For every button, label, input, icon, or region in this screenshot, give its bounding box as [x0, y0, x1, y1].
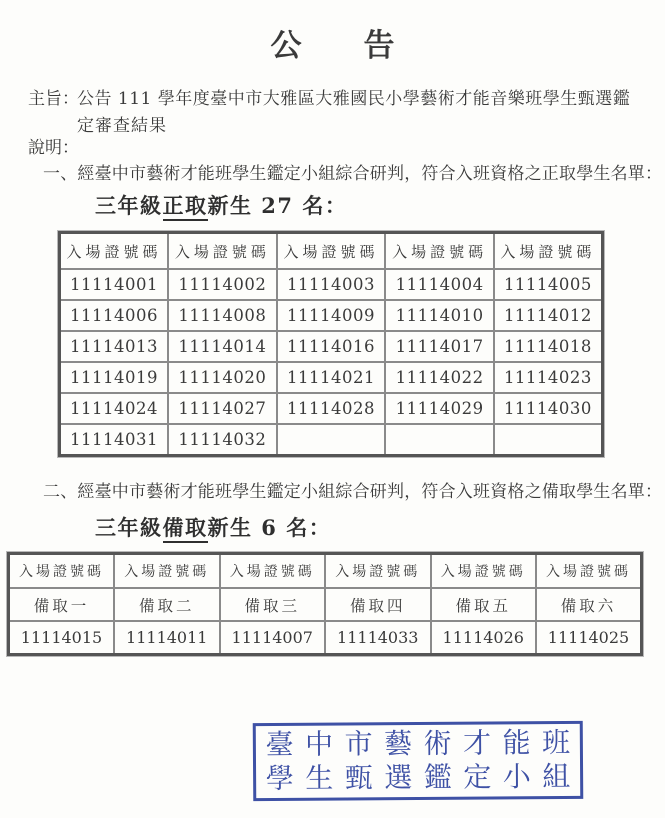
explanation-label: 說明：: [28, 138, 79, 158]
stamp-character: 生: [305, 761, 334, 795]
table-cell: 11114018: [494, 331, 603, 362]
stamp-character: 才: [462, 726, 492, 760]
table-cell: 11114010: [385, 300, 494, 331]
stamp-character: 小: [502, 760, 531, 794]
page-title: 公 告: [270, 28, 395, 64]
table-cell: 備取三: [220, 588, 326, 621]
stamp-character: 臺: [265, 727, 294, 762]
table-cell: 11114001: [60, 269, 169, 300]
table-header-cell: 入場證號碼: [431, 554, 537, 589]
section2-heading-prefix: 三年級: [95, 515, 163, 540]
table-header-cell: 入場證號碼: [385, 233, 494, 270]
stamp-character: 學: [265, 761, 294, 796]
stamp-character: 班: [541, 725, 571, 760]
table-cell: 11114012: [494, 300, 603, 331]
section1-heading: [95, 190, 347, 220]
stamp-character: 能: [502, 726, 531, 760]
table-cell: 11114030: [494, 393, 603, 424]
stamp-character: 術: [423, 726, 452, 760]
table-cell: 備取五: [431, 588, 537, 621]
stamp-line-2: [256, 760, 580, 796]
table-cell: 11114003: [277, 269, 386, 300]
subject-text-line-1: 公告 111 學年度臺中市大雅區大雅國民小學藝術才能音樂班學生甄選鑑: [77, 89, 631, 109]
table-cell: 11114005: [494, 269, 603, 300]
table-cell: 11114024: [60, 393, 169, 424]
table-cell: 11114023: [494, 362, 603, 393]
stamp-line-1: [256, 726, 580, 762]
table-cell: 11114032: [168, 424, 277, 456]
section2-heading-suffix: 新生 6 名：: [207, 515, 332, 540]
section2-heading: [95, 512, 331, 542]
table-row: [60, 269, 603, 300]
table-cell: 11114015: [9, 621, 115, 655]
table-cell: 11114002: [168, 269, 277, 300]
table-cell: 11114004: [385, 269, 494, 300]
table-header-cell: 入場證號碼: [220, 554, 326, 589]
table-header-cell: 入場證號碼: [325, 554, 431, 589]
table-cell: 11114026: [431, 621, 537, 655]
table-header-cell: 入場證號碼: [277, 233, 386, 270]
table-header-row: [9, 554, 642, 589]
subject-label: 主旨：: [28, 89, 79, 109]
table-row: [60, 393, 603, 424]
section1-heading-suffix: 新生 27 名：: [207, 193, 348, 218]
table-cell: 11114021: [277, 362, 386, 393]
table-row: [60, 300, 603, 331]
section1-heading-underlined: 正取: [163, 193, 208, 221]
table-header-cell: 入場證號碼: [536, 554, 642, 589]
table-cell: 11114027: [168, 393, 277, 424]
stamp-character: 藝: [383, 727, 413, 761]
table-row: [9, 588, 642, 621]
table-cell: 11114029: [385, 393, 494, 424]
table-cell: 11114022: [385, 362, 494, 393]
table-header-cell: 入場證號碼: [494, 233, 603, 270]
official-stamp: [253, 721, 584, 801]
stamp-character: 定: [463, 760, 492, 794]
table-header-cell: 入場證號碼: [168, 233, 277, 270]
table-row: [9, 621, 642, 655]
section2-heading-underlined: 備取: [163, 515, 208, 543]
table-row: [60, 424, 603, 456]
table-cell: 11114007: [220, 621, 326, 655]
table-row: [60, 331, 603, 362]
table-cell: 11114011: [114, 621, 220, 655]
section2-item-text: 二、經臺中市藝術才能班學生鑑定小組綜合研判，符合入班資格之備取學生名單：: [43, 482, 663, 502]
table-header-row: [60, 233, 603, 270]
table-cell: 11114014: [168, 331, 277, 362]
table-cell: 11114006: [60, 300, 169, 331]
table-cell: 11114025: [536, 621, 642, 655]
table-row: [60, 362, 603, 393]
section1-item-text: 一、經臺中市藝術才能班學生鑑定小組綜合研判，符合入班資格之正取學生名單：: [43, 164, 663, 184]
table-header-cell: 入場證號碼: [60, 233, 169, 270]
table-cell: 11114020: [168, 362, 277, 393]
stamp-character: 鑑: [423, 760, 452, 794]
table-cell: 備取六: [536, 588, 642, 621]
table-header-cell: 入場證號碼: [114, 554, 220, 589]
stamp-character: 甄: [344, 761, 373, 795]
table-cell: 11114031: [60, 424, 169, 456]
section1-heading-prefix: 三年級: [95, 193, 163, 218]
table-cell: [277, 424, 386, 456]
waitlist-students-table: [7, 552, 643, 656]
stamp-character: 中: [304, 727, 334, 761]
table-cell: 11114033: [325, 621, 431, 655]
table-cell: 備取二: [114, 588, 220, 621]
table-cell: 備取四: [325, 588, 431, 621]
table-cell: 備取一: [9, 588, 115, 621]
table-cell: 11114017: [385, 331, 494, 362]
table-cell: 11114016: [277, 331, 386, 362]
subject-text-line-2: 定審查結果: [77, 116, 167, 136]
table-header-cell: 入場證號碼: [9, 554, 115, 589]
table-cell: 11114028: [277, 393, 386, 424]
stamp-character: 組: [542, 759, 571, 794]
table-cell: 11114009: [277, 300, 386, 331]
table-cell: [385, 424, 494, 456]
table-cell: 11114008: [168, 300, 277, 331]
stamp-character: 市: [344, 727, 373, 761]
table-cell: 11114013: [60, 331, 169, 362]
stamp-character: 選: [384, 761, 413, 795]
table-cell: 11114019: [60, 362, 169, 393]
admitted-students-table: [58, 231, 604, 457]
table-cell: [494, 424, 603, 456]
